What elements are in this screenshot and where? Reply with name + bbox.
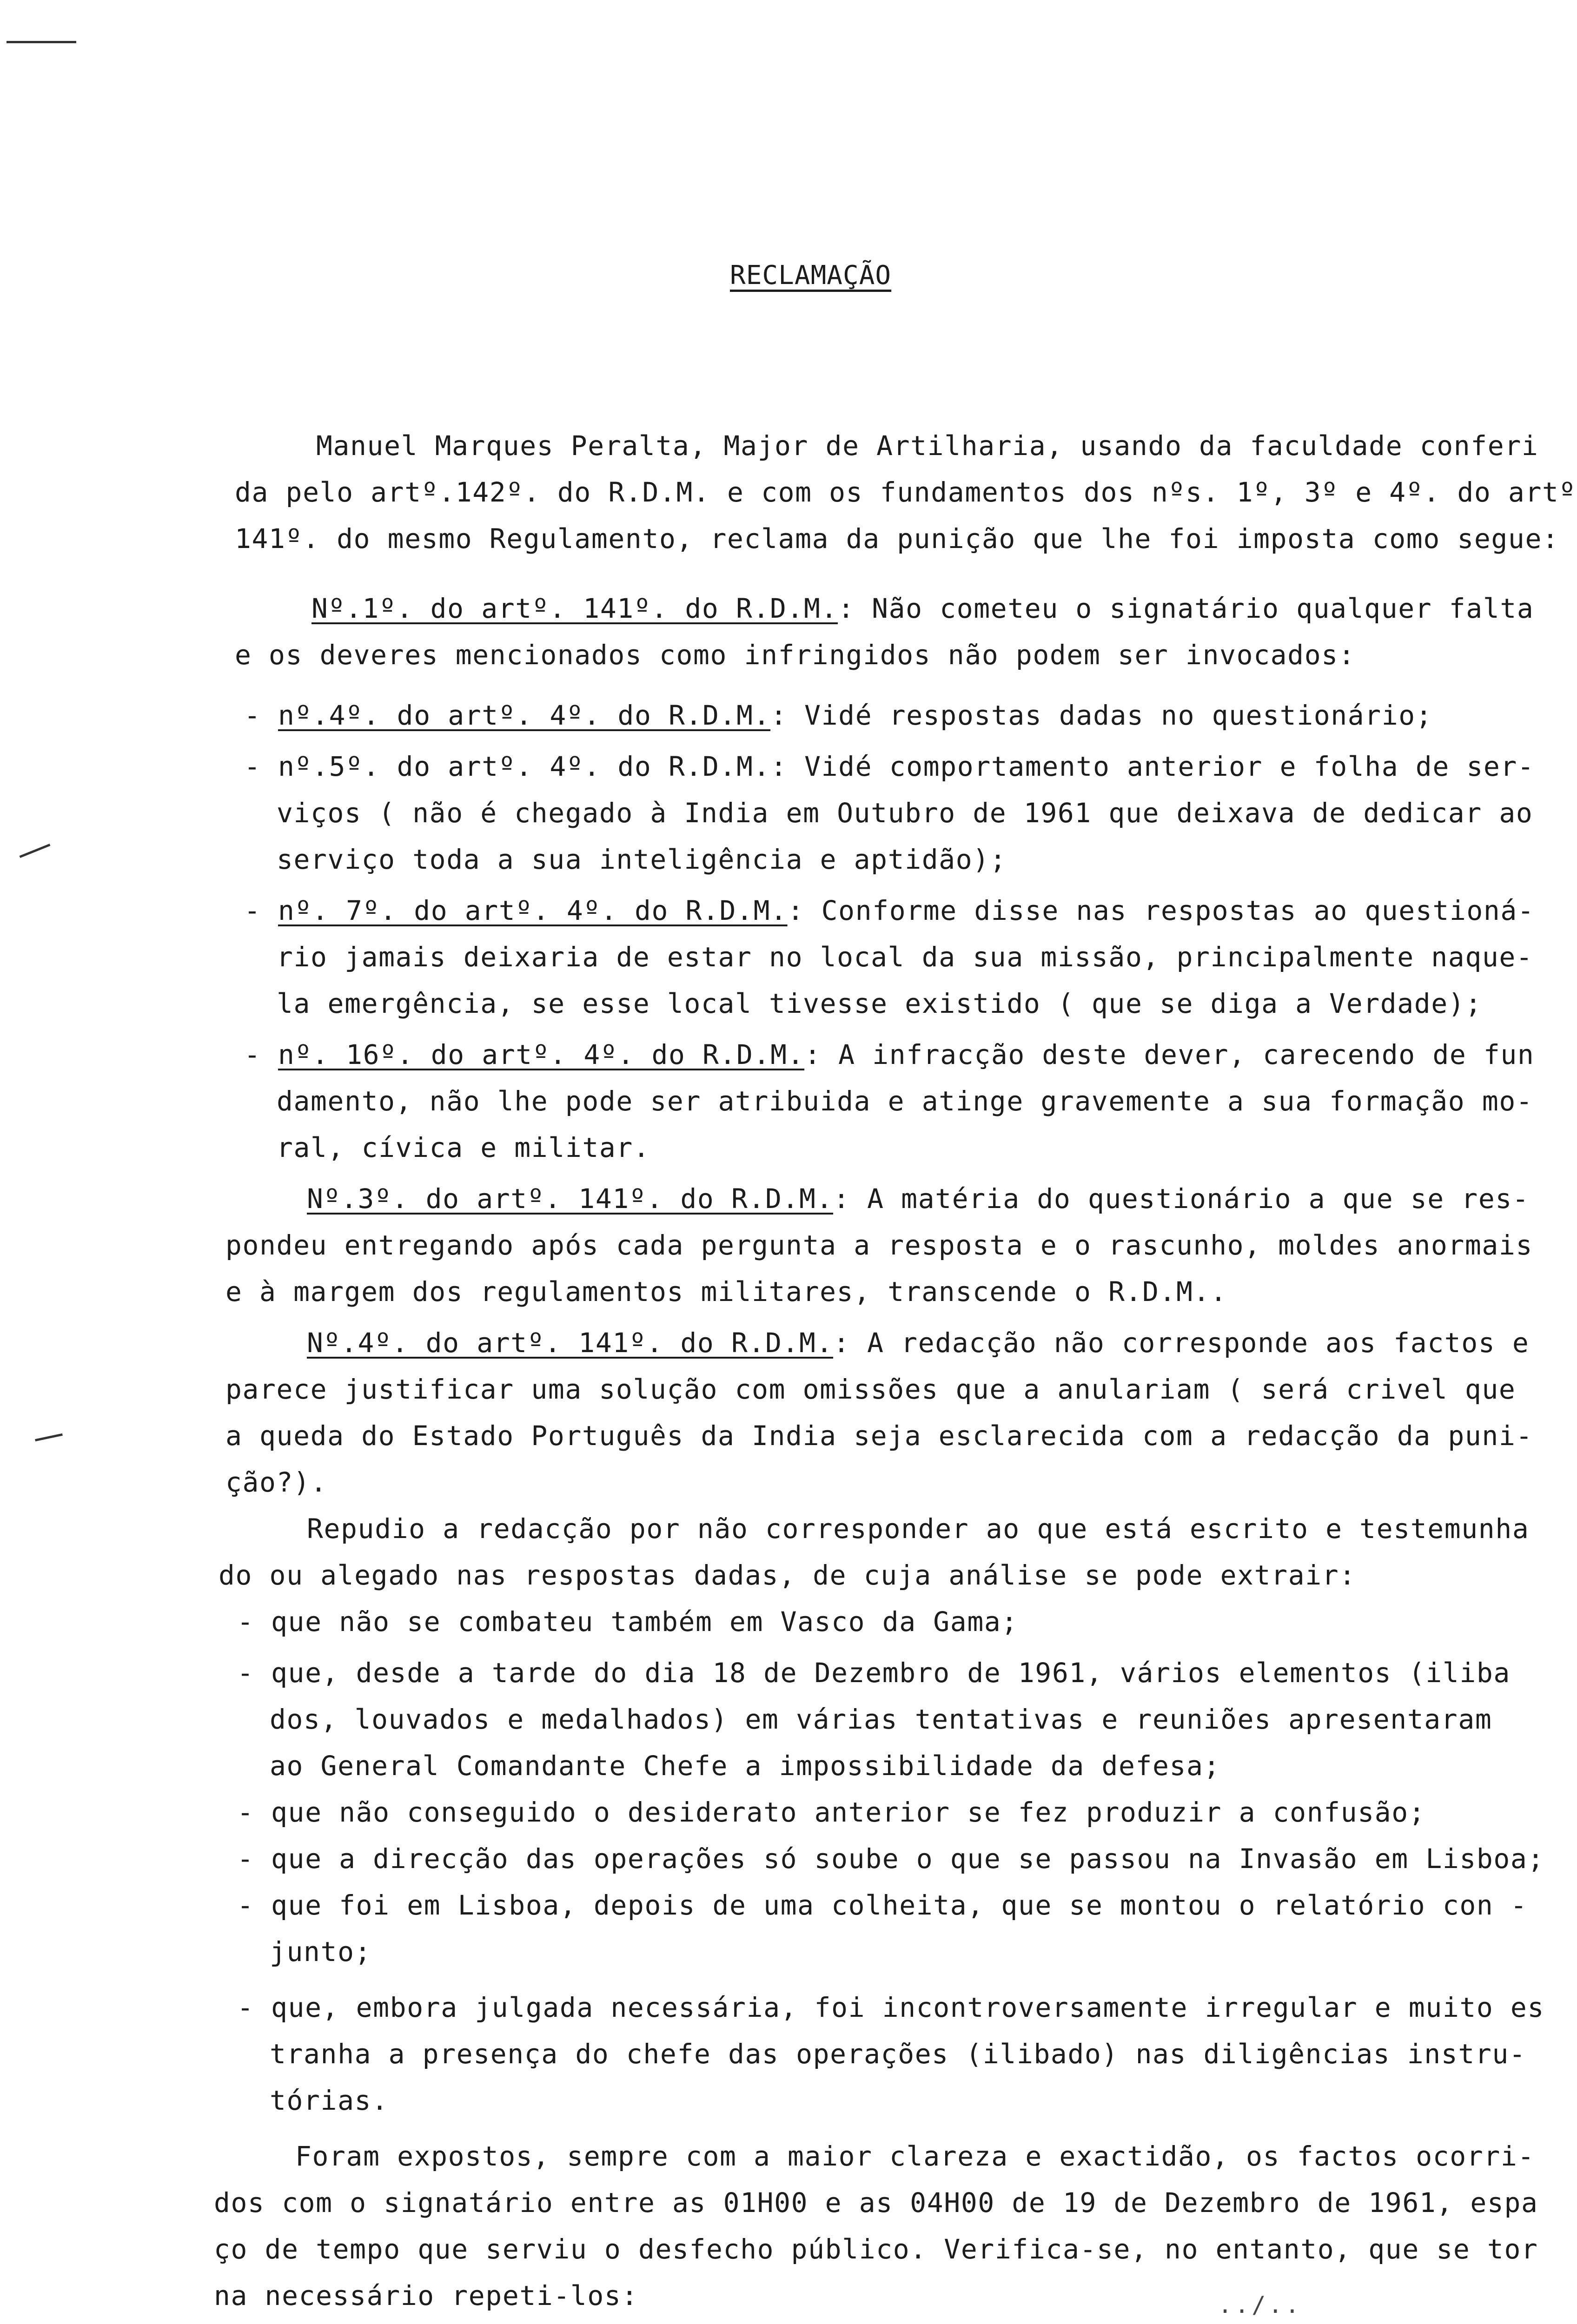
text-line [237,1994,1544,2021]
text-line [225,1229,1533,1261]
text-line [235,476,1576,508]
text-line [225,1420,1533,1452]
page-continuation: ../.. [1218,2291,1302,2318]
text-line [311,595,1534,622]
text-line [225,1466,328,1498]
line-text: e à margem dos regulamentos militares, transcende o R.D.M.. [225,1276,1227,1307]
line-text: damento, não lhe pode ser atribuida e atinge gravemente a sua formação mo- [277,1085,1533,1117]
line-text: la emergência, se esse local tivesse existido ( que se diga a Verdade); [277,988,1482,1019]
line-text: tórias. [270,2085,389,2116]
text-line [307,1183,1530,1215]
line-text: do ou alegado nas respostas dadas, de cuja análise se pode extrair: [219,1559,1356,1591]
line-text: ral, cívica e militar. [277,1132,650,1163]
text-line [277,797,1533,829]
text-line [244,702,1432,729]
line-text: rio jamais deixaria de estar no local da sua missão, principalmente naque- [277,941,1533,973]
line-text: - [244,1039,278,1070]
line-text: : Vidé respostas dadas no questionário; [770,700,1433,731]
text-line [270,1938,371,1965]
text-line [307,1327,1530,1359]
text-line [270,1750,1221,1782]
text-line [295,2140,1535,2172]
line-text: a queda do Estado Português da India seja esclarecida com a redacção da puni- [225,1420,1533,1452]
text-line [237,1796,1426,1828]
line-text: ção?). [225,1466,328,1498]
text-line [277,941,1533,973]
line-text: ço de tempo que serviu o desfecho público. Verifica-se, no entanto, que se tor [214,2233,1538,2265]
top-left-mark [7,41,76,43]
text-line [237,1608,1018,1635]
line-text: dos, louvados e medalhados) em várias tentativas e reuniões apresentaram [270,1703,1492,1735]
text-line [214,2189,1538,2216]
line-text: - que a direcção das operações só soube o que se passou na Invasão em Lisboa; [237,1843,1544,1875]
line-text: - [244,700,278,731]
underlined-reference: Nº.4º. do artº. 141º. do R.D.M. [307,1327,834,1359]
line-text: : Não cometeu o signatário qualquer falta [838,593,1534,624]
underlined-reference: nº. 7º. do artº. 4º. do R.D.M. [278,895,788,926]
underlined-reference: Nº.1º. do artº. 141º. do R.D.M. [311,593,838,624]
text-line [244,897,1534,924]
line-text: - que foi em Lisboa, depois de uma colheita, que se montou o relatório con - [237,1889,1528,1921]
line-text: Repudio a redacção por não corresponder ao que está escrito e testemunha [307,1513,1530,1545]
page-title: RECLAMAÇÃO [730,260,892,290]
text-line [277,846,1007,873]
underlined-reference: nº.4º. do artº. 4º. do R.D.M. [278,700,771,731]
text-line [277,1134,650,1161]
text-line [277,990,1482,1017]
line-text: - [244,895,278,926]
line-text: - que, embora julgada necessária, foi incontroversamente irregular e muito es [237,1992,1544,2023]
line-text: - que não se combateu também em Vasco da Gama; [237,1606,1018,1637]
margin-mark-1 [20,844,51,858]
text-line [277,1085,1533,1117]
text-line [219,1559,1356,1591]
line-text: pondeu entregando após cada pergunta a resposta e o rascunho, moldes anormais [225,1229,1533,1261]
line-text: : A infracção deste dever, carecendo de fun [804,1039,1535,1070]
text-line [244,1041,1534,1068]
line-text: Foram expostos, sempre com a maior clareza e exactidão, os factos ocorri- [295,2140,1535,2172]
line-text: : A matéria do questionário a que se res- [833,1183,1530,1215]
line-text: dos com o signatário entre as 01H00 e as 04H00 de 19 de Dezembro de 1961, espa [214,2187,1538,2218]
text-line [214,2282,638,2309]
text-line [270,2038,1526,2070]
line-text: - que, desde a tarde do dia 18 de Dezembro de 1961, vários elementos (iliba [237,1657,1511,1689]
underlined-reference: Nº.3º. do artº. 141º. do R.D.M. [307,1183,834,1215]
line-text: na necessário repeti-los: [214,2280,638,2311]
line-text: : A redacção não corresponde aos factos e [833,1327,1530,1359]
text-line [270,2087,389,2114]
line-text: tranha a presença do chefe das operações (ilibado) nas diligências instru- [270,2038,1526,2070]
text-line [237,1889,1528,1921]
line-text: e os deveres mencionados como infringidos não podem ser invocados: [235,639,1356,671]
line-text: junto; [270,1936,372,1967]
text-line [244,753,1534,780]
line-text: da pelo artº.142º. do R.D.M. e com os fundamentos dos nºs. 1º, 3º e 4º. do artº [235,476,1576,508]
text-line [237,1843,1544,1875]
line-text: serviço toda a sua inteligência e aptidão); [277,844,1007,875]
line-text: 141º. do mesmo Regulamento, reclama da punição que lhe foi imposta como segue: [235,523,1559,555]
text-line [307,1513,1530,1545]
line-text: parece justificar uma solução com omissões que a anulariam ( será crivel que [225,1373,1516,1405]
text-line [214,2233,1538,2265]
underlined-reference: nº. 16º. do artº. 4º. do R.D.M. [278,1039,805,1070]
text-line [316,430,1539,462]
text-line [225,1278,1227,1305]
line-text: Manuel Marques Peralta, Major de Artilharia, usando da faculdade conferi [316,430,1539,462]
text-line [270,1703,1492,1735]
line-text: - nº.5º. do artº. 4º. do R.D.M.: Vidé comportamento anterior e folha de ser- [244,751,1535,782]
text-line [235,523,1559,555]
text-line [235,639,1356,671]
margin-mark-2 [35,1433,63,1441]
line-text: : Conforme disse nas respostas ao questioná- [787,895,1535,926]
text-line [237,1657,1511,1689]
line-text: ao General Comandante Chefe a impossibilidade da defesa; [270,1750,1221,1782]
text-line [225,1373,1516,1405]
line-text: viços ( não é chegado à India em Outubro de 1961 que deixava de dedicar ao [277,797,1533,829]
line-text: - que não conseguido o desiderato anterior se fez produzir a confusão; [237,1796,1426,1828]
